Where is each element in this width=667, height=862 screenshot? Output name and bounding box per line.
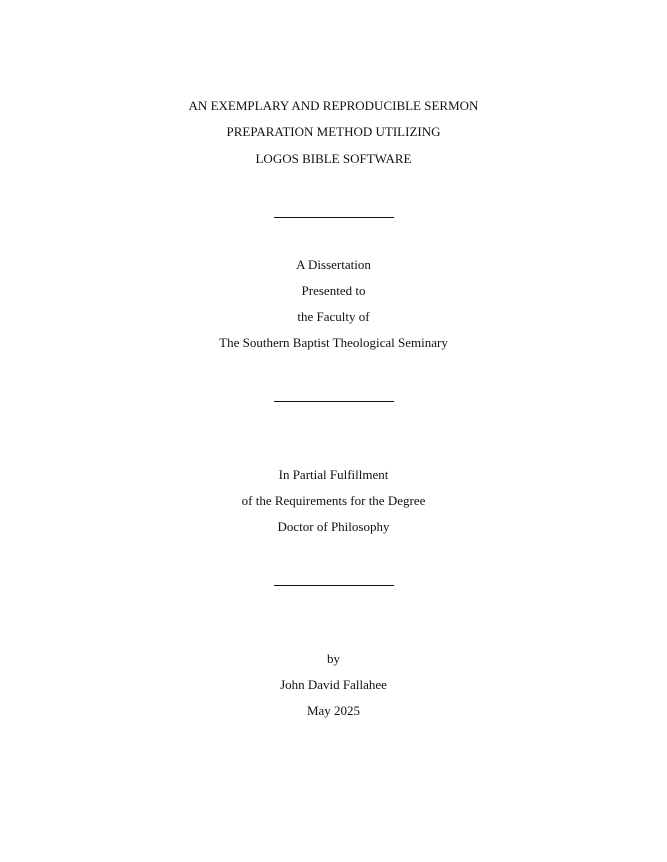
degree-name: Doctor of Philosophy — [277, 519, 390, 534]
title-line-3: LOGOS BIBLE SOFTWARE — [255, 151, 412, 166]
divider-rule-1 — [274, 217, 394, 218]
title-line-1: AN EXEMPLARY AND REPRODUCIBLE SERMON — [188, 98, 479, 113]
fulfillment-line-2: of the Requirements for the Degree — [241, 493, 426, 508]
submission-line-3: the Faculty of — [297, 309, 370, 324]
fulfillment-line-1: In Partial Fulfillment — [278, 467, 389, 482]
title-line-2: PREPARATION METHOD UTILIZING — [226, 124, 441, 139]
author-name: John David Fallahee — [280, 677, 387, 692]
divider-rule-3 — [274, 585, 394, 586]
divider-rule-2 — [274, 401, 394, 402]
submission-line-1: A Dissertation — [296, 257, 371, 272]
submission-date: May 2025 — [306, 703, 361, 718]
submission-line-2: Presented to — [301, 283, 366, 298]
institution-name: The Southern Baptist Theological Seminary — [219, 335, 448, 350]
author-by: by — [327, 651, 340, 666]
